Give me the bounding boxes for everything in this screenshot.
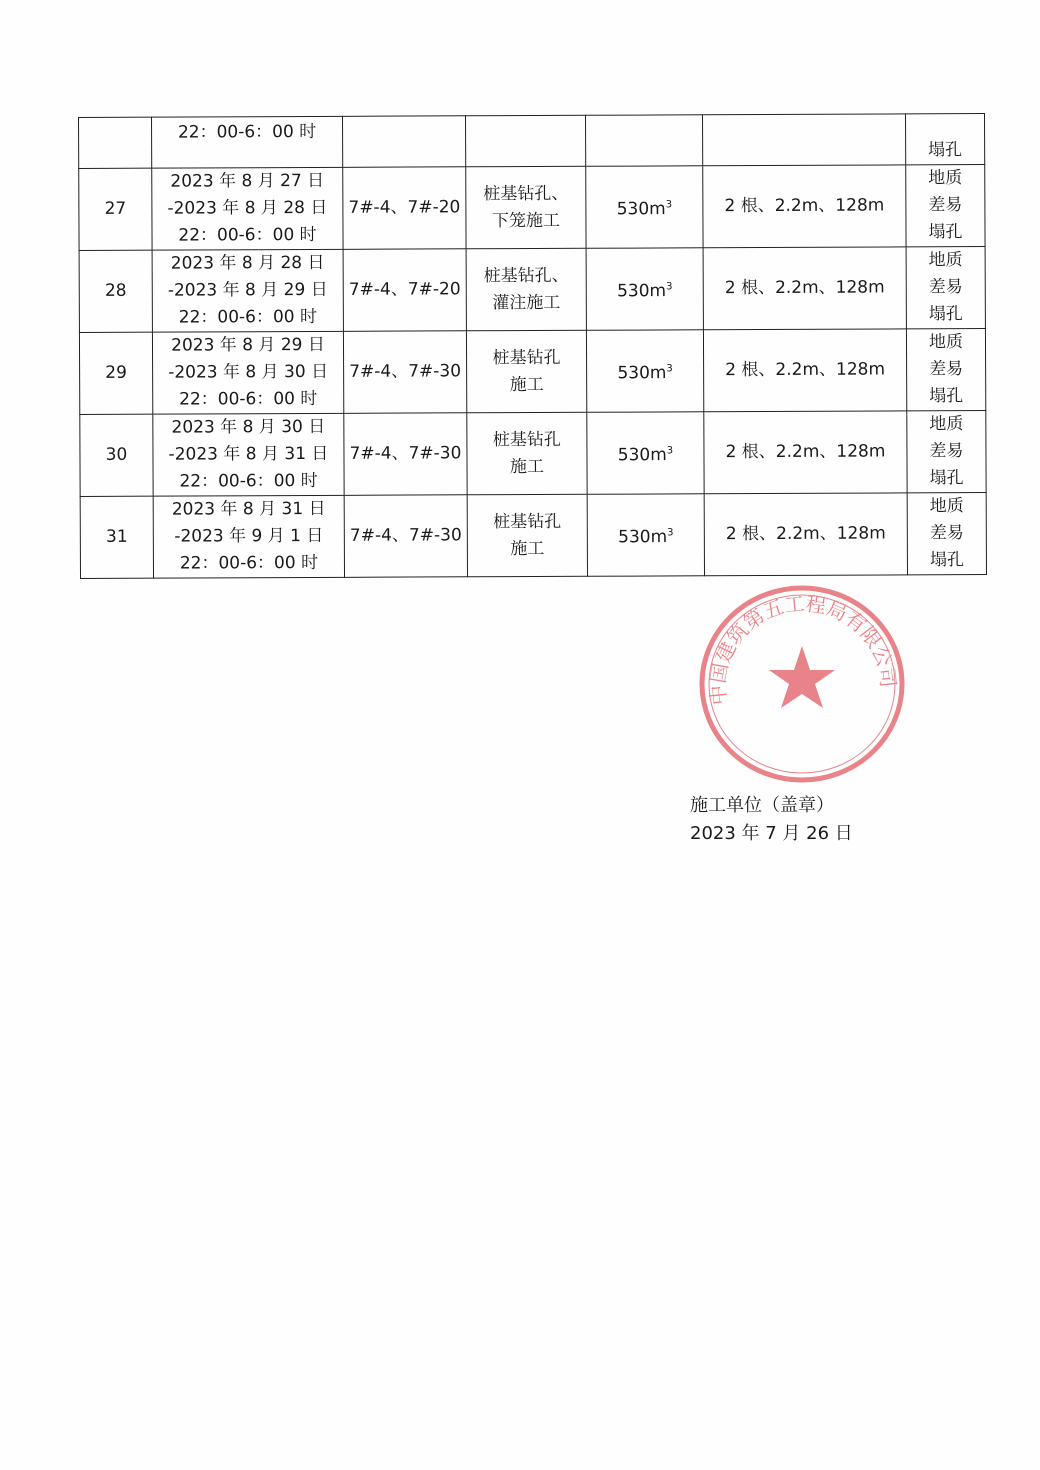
date-end: -2023 年 8 月 28 日 xyxy=(167,197,328,219)
pile-detail-cell: 2 根、2.2m、128m xyxy=(704,411,907,494)
risk-cell xyxy=(906,165,985,247)
construction-unit-label: 施工单位（盖章） xyxy=(690,795,834,816)
company-seal-stamp xyxy=(697,584,907,784)
time-range: 22：00-6：00 时 xyxy=(178,224,317,246)
date-start: 2023 年 8 月 30 日 xyxy=(171,416,326,438)
date-cell xyxy=(152,249,343,332)
risk-line: 塌孔 xyxy=(928,222,963,243)
construction-schedule-table xyxy=(78,113,987,579)
work-cell xyxy=(466,330,586,413)
volume-cell xyxy=(587,412,704,495)
work-cell xyxy=(467,412,587,495)
volume-value: 530m xyxy=(617,280,667,301)
table-row xyxy=(79,114,985,169)
work-line: 桩基钻孔 xyxy=(493,511,562,532)
work-line: 桩基钻孔 xyxy=(492,429,561,450)
table-row xyxy=(79,247,985,333)
volume-cell xyxy=(586,248,703,331)
time-range: 22：00-6：00 时 xyxy=(179,470,318,492)
pile-detail-cell: 2 根、2.2m、128m xyxy=(703,329,906,412)
risk-line: 差易 xyxy=(929,359,964,380)
row-number: 29 xyxy=(79,332,152,414)
risk-cell xyxy=(906,247,985,329)
location-cell: 7#-4、7#-30 xyxy=(344,495,467,578)
volume-exponent: 3 xyxy=(666,445,674,457)
risk-line: 塌孔 xyxy=(929,386,964,407)
work-line: 桩基钻孔、 xyxy=(483,265,569,286)
risk-line: 差易 xyxy=(928,195,963,216)
volume-exponent: 3 xyxy=(666,363,673,375)
date-end: -2023 年 8 月 31 日 xyxy=(168,443,329,465)
volume-value: 530m xyxy=(616,198,666,219)
volume-cell xyxy=(586,166,703,249)
risk-line: 地质 xyxy=(928,332,964,353)
date-start: 2023 年 8 月 29 日 xyxy=(171,334,325,356)
work-cell xyxy=(466,248,586,331)
location-cell: 7#-4、7#-30 xyxy=(343,331,466,414)
risk-line: 塌孔 xyxy=(929,550,964,571)
risk-cell xyxy=(906,329,985,411)
date-cell: 22：00-6：00 时 xyxy=(152,116,343,168)
table-row xyxy=(80,493,986,579)
pile-detail-cell: 2 根、2.2m、128m xyxy=(704,493,907,576)
date-cell xyxy=(152,331,343,414)
table-row xyxy=(79,165,985,251)
signature-date: 2023 年 7 月 26 日 xyxy=(690,823,853,844)
volume-value: 530m xyxy=(617,444,667,465)
pile-detail-cell: 2 根、2.2m、128m xyxy=(703,247,906,330)
date-end: -2023 年 8 月 29 日 xyxy=(167,279,328,301)
table-row xyxy=(79,329,985,415)
date-end: -2023 年 9 月 1 日 xyxy=(174,525,324,547)
risk-line: 差易 xyxy=(929,441,964,462)
volume-value: 530m xyxy=(618,526,668,547)
date-start: 2023 年 8 月 31 日 xyxy=(171,498,326,520)
risk-line: 差易 xyxy=(929,523,964,544)
risk-line: 塌孔 xyxy=(929,468,964,489)
risk-line: 塌孔 xyxy=(928,304,963,325)
volume-exponent: 3 xyxy=(667,527,674,539)
volume-exponent: 3 xyxy=(666,281,673,293)
date-cell xyxy=(152,167,343,250)
work-line: 桩基钻孔、 xyxy=(483,183,569,204)
row-number: 28 xyxy=(79,250,152,332)
row-number: 30 xyxy=(80,414,153,496)
time-range: 22：00-6：00 时 xyxy=(178,306,318,328)
time-range: 22：00-6：00 时 xyxy=(179,388,318,410)
risk-cell xyxy=(907,493,986,575)
location-cell: 7#-4、7#-20 xyxy=(343,167,466,250)
work-line: 下笼施工 xyxy=(491,210,560,231)
risk-line: 差易 xyxy=(928,277,963,298)
risk-line: 地质 xyxy=(928,250,963,271)
volume-exponent: 3 xyxy=(665,199,673,211)
row-number: 31 xyxy=(80,496,153,578)
row-number: 27 xyxy=(79,168,152,250)
pile-detail-cell: 2 根、2.2m、128m xyxy=(703,165,906,248)
work-line: 施工 xyxy=(510,538,545,559)
work-cell xyxy=(466,166,586,249)
star-icon xyxy=(769,646,835,708)
date-start: 2023 年 8 月 28 日 xyxy=(170,252,325,274)
volume-value: 530m xyxy=(617,362,667,383)
signature-block xyxy=(690,792,853,848)
work-line: 施工 xyxy=(509,374,544,395)
volume-cell xyxy=(587,494,704,577)
time-range: 22：00-6：00 时 xyxy=(179,552,319,574)
work-line: 灌注施工 xyxy=(492,292,561,313)
risk-cell xyxy=(907,411,986,493)
date-cell xyxy=(153,495,344,578)
risk-line: 地质 xyxy=(928,168,963,189)
location-cell: 7#-4、7#-30 xyxy=(344,413,467,496)
date-cell xyxy=(153,413,344,496)
stamp-text: 中国建筑第五工程局有限公司 xyxy=(705,591,901,707)
location-cell: 7#-4、7#-20 xyxy=(343,249,466,332)
table-row xyxy=(80,411,986,497)
work-line: 施工 xyxy=(509,456,545,477)
work-cell xyxy=(467,494,587,577)
date-start: 2023 年 8 月 27 日 xyxy=(170,170,325,192)
date-end: -2023 年 8 月 30 日 xyxy=(168,361,329,383)
work-line: 桩基钻孔 xyxy=(492,347,561,368)
risk-line: 地质 xyxy=(929,414,964,435)
risk-cell: 塌孔 xyxy=(905,114,984,165)
volume-cell xyxy=(586,330,703,413)
risk-line: 地质 xyxy=(929,496,964,517)
